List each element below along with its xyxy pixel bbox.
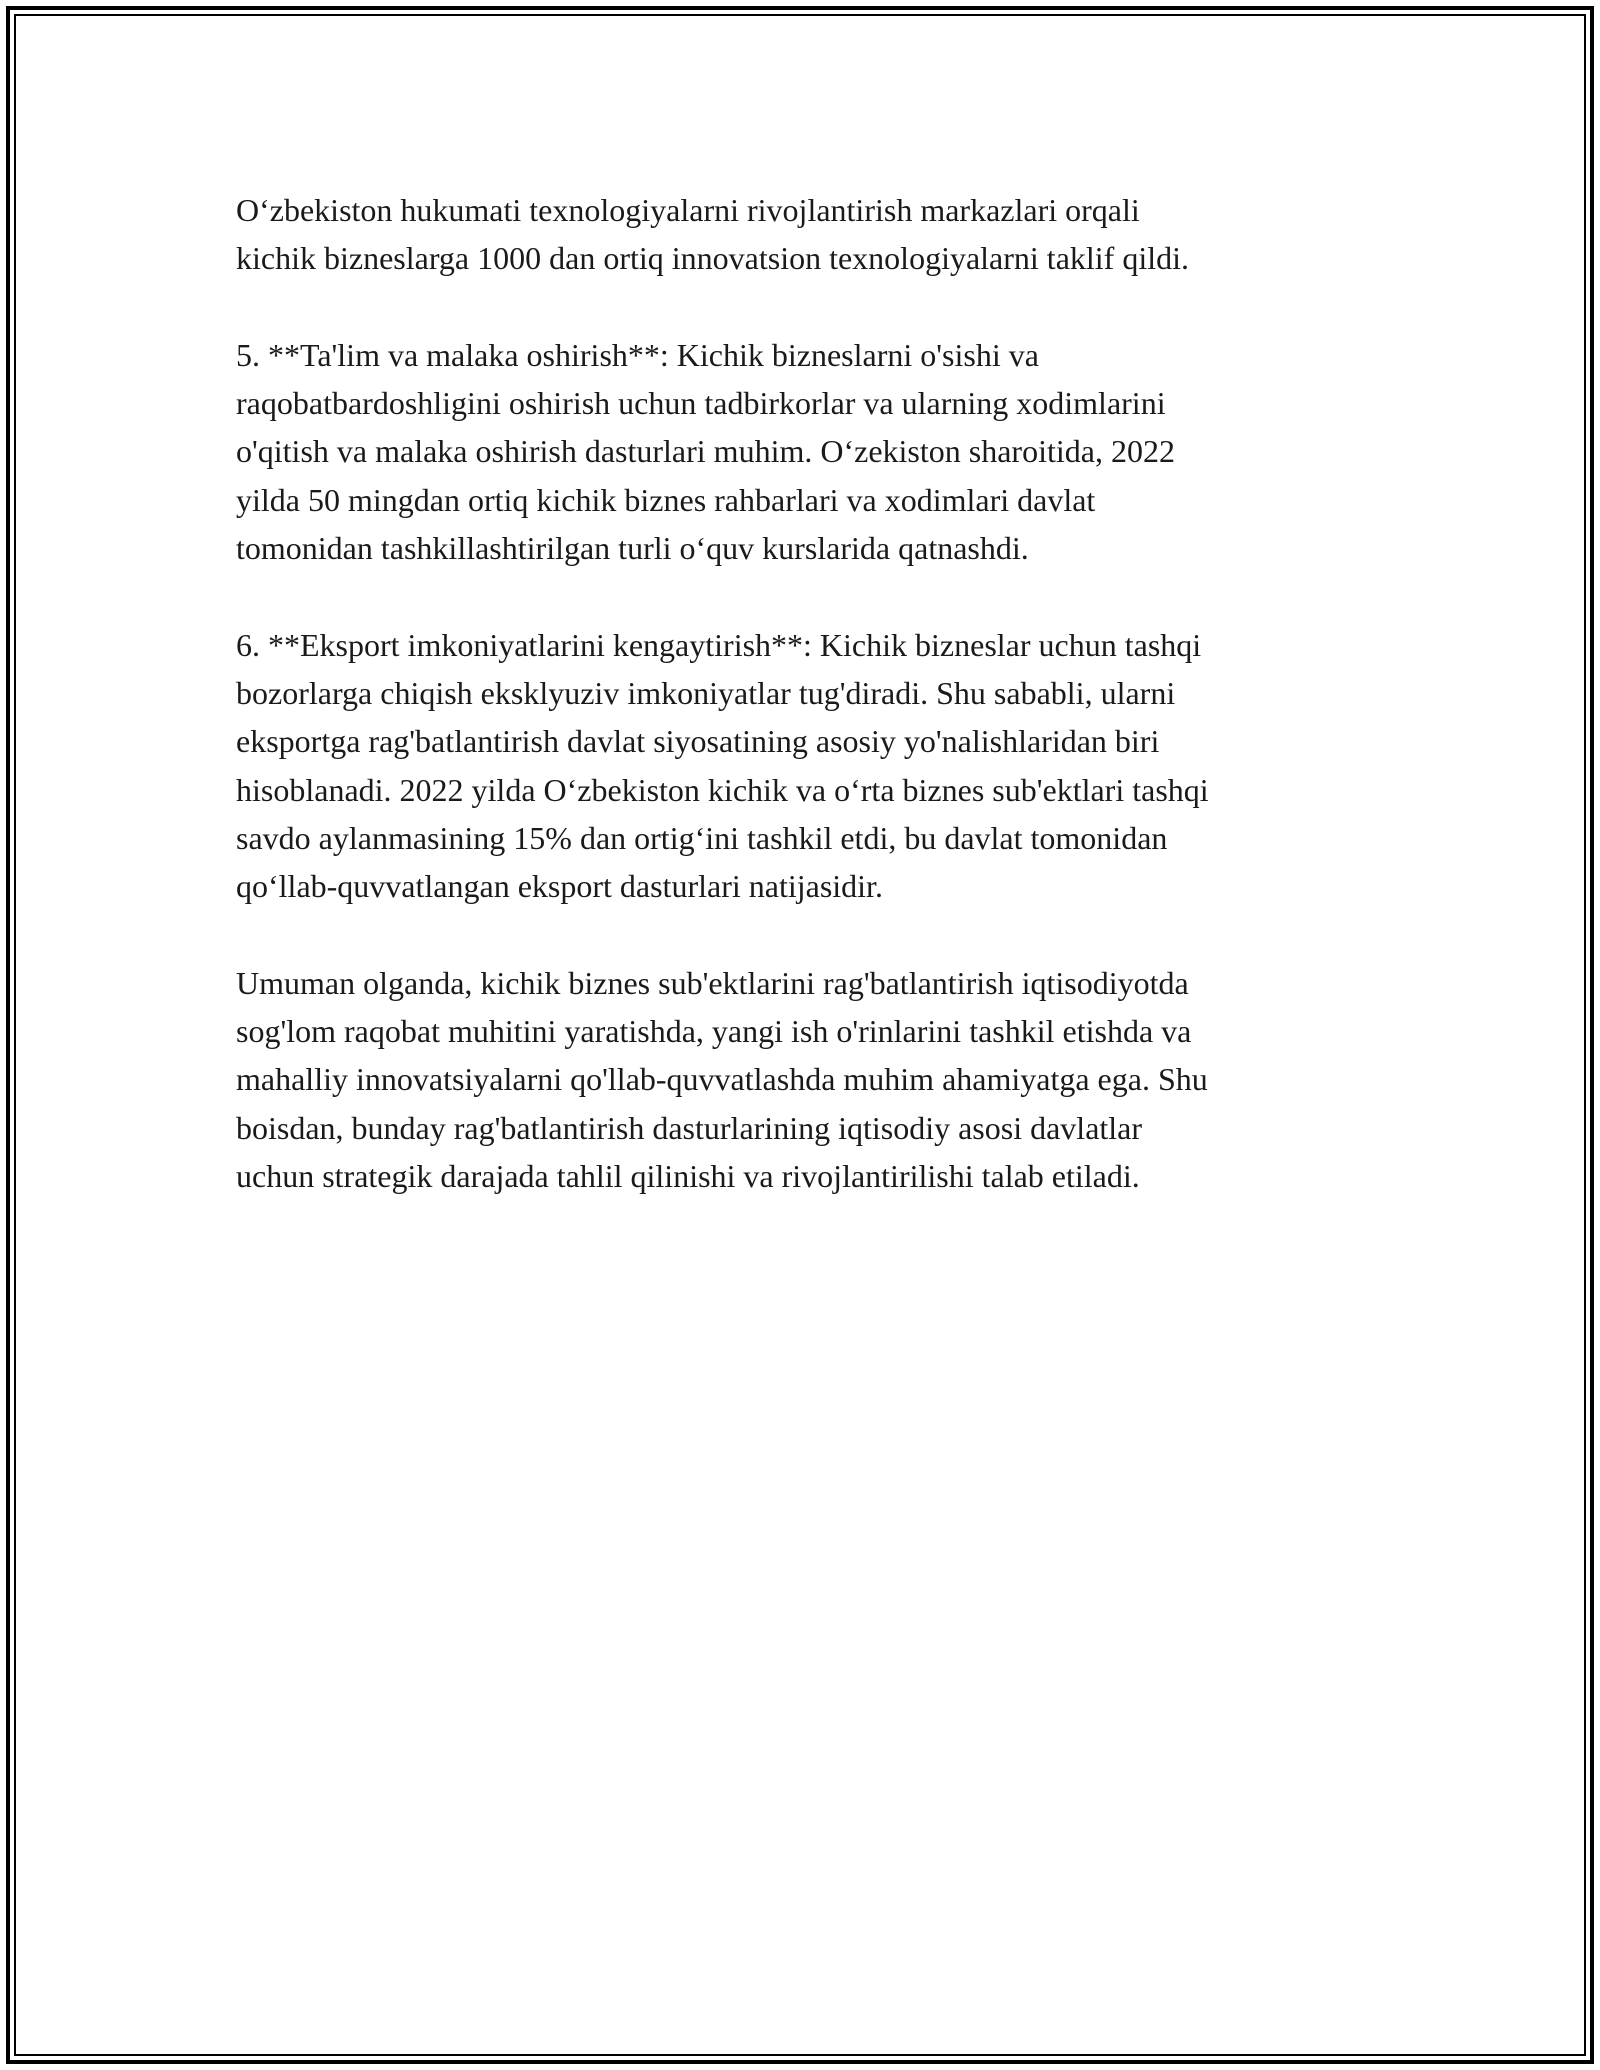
text-line: mahalliy innovatsiyalarni qo'llab-quvvatlashda muhim ahamiyatga ega. Shu: [236, 1061, 1208, 1098]
document-body: [236, 186, 1376, 1249]
text-line: sog'lom raqobat muhitini yaratishda, yangi ish o'rinlarini tashkil etishda va: [236, 1013, 1192, 1050]
text-line: O‘zbekiston hukumati texnologiyalarni rivojlantirish markazlari orqali: [236, 192, 1140, 228]
text-line: eksportga rag'batlantirish davlat siyosatining asosiy yo'nalishlaridan biri: [236, 723, 1160, 760]
text-line: kichik bizneslarga 1000 dan ortiq innovatsion texnologiyalarni taklif qildi.: [236, 240, 1189, 277]
text-line: boisdan, bunday rag'batlantirish dasturlarining iqtisodiy asosi davlatlar: [236, 1109, 1143, 1146]
paragraph-conclusion: [236, 959, 1376, 1200]
text-line: raqobatbardoshligini oshirish uchun tadbirkorlar va ularning xodimlarini: [236, 385, 1166, 422]
paragraph-export-opportunities: [236, 621, 1376, 911]
text-line: 5. **Ta'lim va malaka oshirish**: Kichik bizneslarni o'sishi va: [236, 336, 1039, 373]
text-line: o'qitish va malaka oshirish dasturlari muhim. O‘zekiston sharoitida, 2022: [236, 433, 1175, 470]
text-line: uchun strategik darajada tahlil qilinishi va rivojlantirilishi talab etiladi.: [236, 1157, 1140, 1194]
text-line: 6. **Eksport imkoniyatlarini kengaytirish**: Kichik bizneslar uchun tashqi: [236, 626, 1202, 663]
text-line: Umuman olganda, kichik biznes sub'ektlarini rag'batlantirish iqtisodiyotda: [236, 964, 1189, 1001]
text-line: bozorlarga chiqish eksklyuziv imkoniyatlar tug'diradi. Shu sababli, ularni: [236, 674, 1176, 711]
text-line: qo‘llab-quvvatlangan eksport dasturlari natijasidir.: [236, 868, 883, 905]
paragraph-education-training: [236, 331, 1376, 572]
text-line: savdo aylanmasining 15% dan ortig‘ini tashkil etdi, bu davlat tomonidan: [236, 819, 1168, 856]
text-line: yilda 50 mingdan ortiq kichik biznes rahbarlari va xodimlari davlat: [236, 481, 1096, 518]
text-line: tomonidan tashkillashtirilgan turli o‘quv kurslarida qatnashdi.: [236, 530, 1029, 567]
paragraph-technology-intro: [236, 186, 1376, 283]
text-line: hisoblanadi. 2022 yilda O‘zbekiston kichik va o‘rta biznes sub'ektlari tashqi: [236, 771, 1209, 808]
